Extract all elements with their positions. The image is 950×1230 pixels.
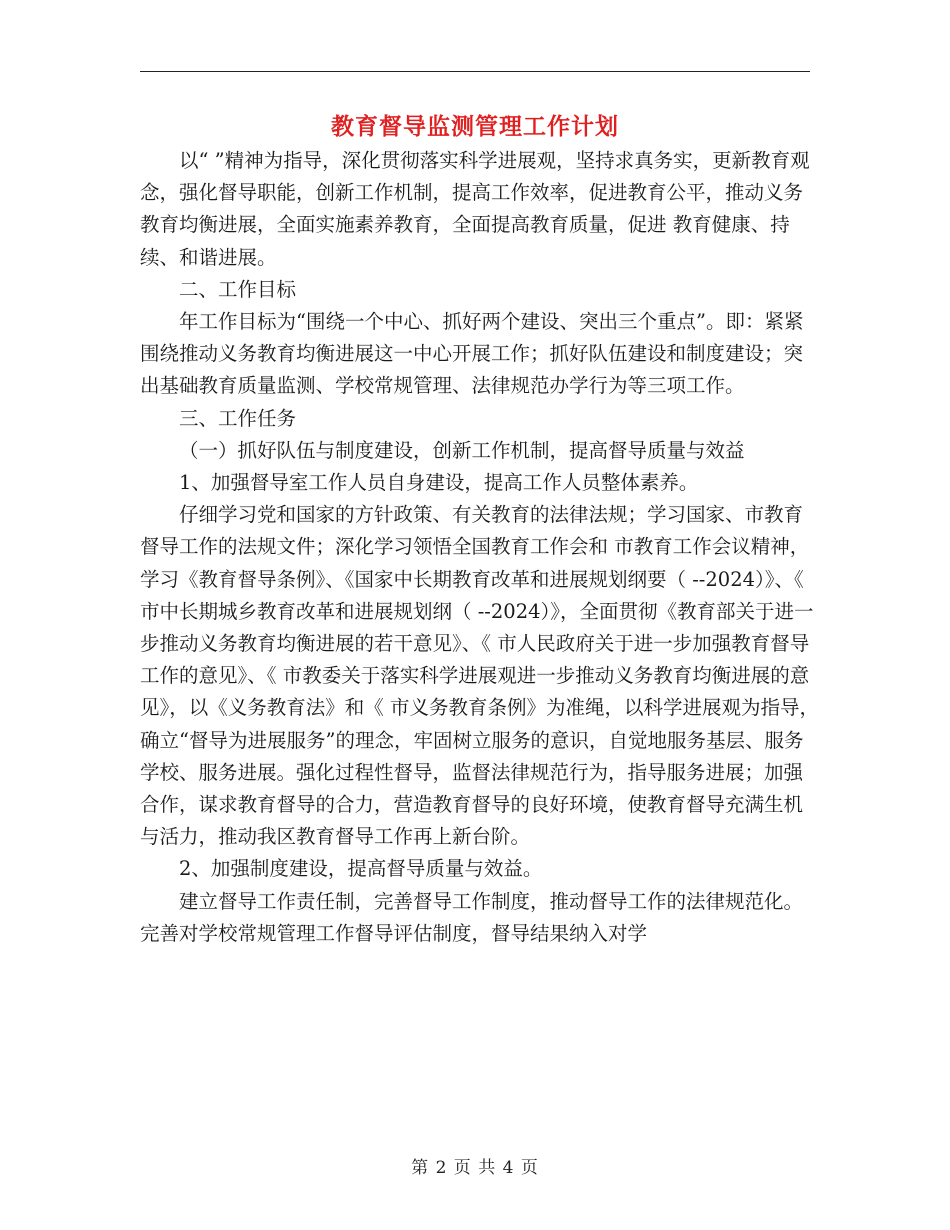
subsection-heading-1: （一）抓好队伍与制度建设，创新工作机制，提高督导质量与效益 (179, 438, 745, 462)
header-rule (140, 71, 810, 72)
paragraph-study: 仔细学习党和国家的方针政策、有关教育的法律法规；学习国家、市教育督导工作的法规文件；深化学习领悟全国教育工作会和 市教育工作会议精神，学习《教育督导条例》、《国家中长期教育改革和进展规划纲要（ --2024）》、《 市中长期城乡教育改革和进展规划纲（ --2024）》，全面贯彻《教育部关于进一步推动义务教育均衡进展的若干意见》、《 市人民政府关于进一步加强教育督导工作的意见》、《 市教委关于落实科学进展观进一步推动义务教育均衡进展的意见》，以《义务教育法》和《 市义务教育条例》为准绳，以科学进展观为指导，确立“督导为进展服务”的理念，牢固树立服务的意识，自觉地服务基层、服务学校、服务进展。强化过程性督导，监督法律规范行为，指导服务进展；加强合作，谋求教育督导的合力，营造教育督导的良好环境，使教育督导充满生机与活力，推动我区教育督导工作再上新台阶。 (140, 503, 819, 849)
section-heading-tasks: 三、工作任务 (179, 406, 297, 430)
document-body (140, 145, 820, 950)
paragraph-goals: 年工作目标为“围绕一个中心、抓好两个建设、突出三个重点”。即：紧紧围绕推动义务教育均衡进展这一中心开展工作；抓好队伍建设和制度建设；突出基础教育质量监测、学校常规管理、法律规范办学行为等三项工作。 (140, 310, 804, 398)
document-title: 教育督导监测管理工作计划 (331, 113, 619, 140)
paragraph-system: 建立督导工作责任制，完善督导工作制度，推动督导工作的法律规范化。完善对学校常规管理工作督导评估制度，督导结果纳入对学 (140, 889, 804, 945)
section-heading-goals: 二、工作目标 (179, 277, 297, 301)
page-footer: 第 2 页 共 4 页 (411, 1158, 539, 1178)
paragraph-intro: 以“ ”精神为指导，深化贯彻落实科学进展观，坚持求真务实，更新教育观念，强化督导职能，创新工作机制，提高工作效率，促进教育公平，推动义务教育均衡进展，全面实施素养教育，全面提高教育质量，促进 教育健康、持续、和谐进展。 (140, 149, 810, 269)
item-heading-2: 2、加强制度建设，提高督导质量与效益。 (179, 857, 543, 881)
item-heading-1: 1、加强督导室工作人员自身建设，提高工作人员整体素养。 (179, 471, 699, 495)
